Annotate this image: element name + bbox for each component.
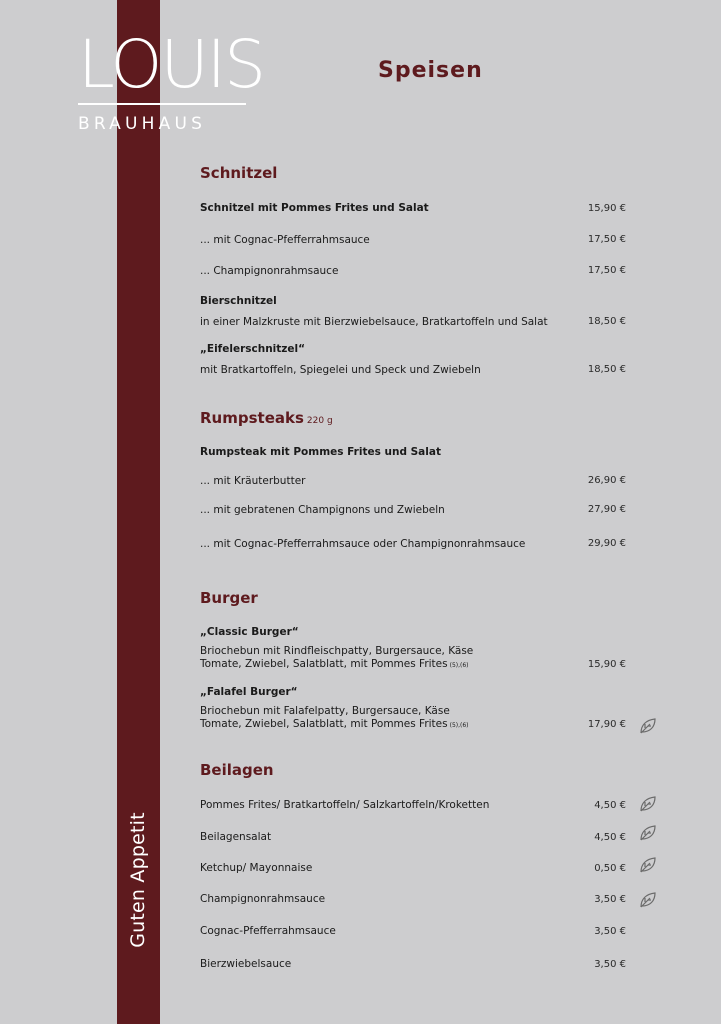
menu-item-name: ... mit gebratenen Champignons und Zwiebeln [200, 504, 445, 516]
menu-item-name: Champignonrahmsauce [200, 893, 326, 905]
menu-item-description-text: Tomate, Zwiebel, Salatblatt, mit Pommes Frites [200, 658, 448, 670]
logo-subtitle: BRAUHAUS [78, 114, 207, 134]
menu-item-name: „Eifelerschnitzel“ [200, 343, 306, 355]
section-title-text: Rumpsteaks [200, 409, 304, 427]
menu-item-name: „Classic Burger“ [200, 626, 299, 638]
tagline: Guten Appetit [127, 812, 149, 948]
menu-item-description: in einer Malzkruste mit Bierzwiebelsauce, Bratkartoffeln und Salat [200, 316, 548, 328]
menu-item-price: 29,90 € [587, 538, 626, 549]
menu-item-price: 27,90 € [587, 504, 626, 515]
leaf-icon [638, 855, 658, 875]
menu-item-price: 4,50 € [594, 832, 626, 843]
menu-item-name: Cognac-Pfefferrahmsauce [200, 925, 336, 937]
menu-item-description [200, 658, 469, 670]
menu-item-name: Rumpsteak mit Pommes Frites und Salat [200, 446, 441, 458]
menu-item-name: „Falafel Burger“ [200, 686, 298, 698]
menu-item-description [200, 718, 469, 730]
section-title-schnitzel: Schnitzel [200, 164, 278, 182]
logo-divider [78, 103, 246, 105]
leaf-icon [638, 890, 658, 910]
menu-item-price: 3,50 € [594, 926, 626, 937]
allergen-note: (5),(6) [449, 722, 469, 729]
menu-item-name: Bierzwiebelsauce [200, 958, 292, 970]
menu-item-name: ... mit Cognac-Pfefferrahmsauce oder Champignonrahmsauce [200, 538, 526, 550]
menu-item-name: Pommes Frites/ Bratkartoffeln/ Salzkartoffeln/Kroketten [200, 799, 490, 811]
section-title-rumpsteaks [200, 409, 333, 427]
menu-item-name: Schnitzel mit Pommes Frites und Salat [200, 202, 429, 214]
menu-item-price: 18,50 € [587, 364, 626, 375]
page-title: Speisen [378, 58, 483, 83]
menu-item-name: ... mit Kräuterbutter [200, 475, 306, 487]
menu-item-price: 18,50 € [587, 316, 626, 327]
leaf-icon [638, 823, 658, 843]
brand-logo [78, 26, 265, 136]
menu-item-price: 0,50 € [594, 863, 626, 874]
logo-wordmark: LOUIS [78, 26, 265, 103]
menu-item-price: 17,90 € [587, 719, 626, 730]
menu-item-name: ... mit Cognac-Pfefferrahmsauce [200, 234, 370, 246]
menu-item-price: 17,50 € [587, 234, 626, 245]
menu-item-name: Beilagensalat [200, 831, 272, 843]
section-title-burger: Burger [200, 589, 258, 607]
leaf-icon [638, 794, 658, 814]
menu-item-price: 26,90 € [587, 475, 626, 486]
menu-item-name: Bierschnitzel [200, 295, 277, 307]
leaf-icon [638, 716, 658, 736]
menu-item-description-text: Tomate, Zwiebel, Salatblatt, mit Pommes Frites [200, 718, 448, 730]
menu-item-description: Briochebun mit Rindfleischpatty, Burgersauce, Käse [200, 645, 474, 657]
menu-item-price: 15,90 € [587, 203, 626, 214]
section-title-beilagen: Beilagen [200, 761, 274, 779]
menu-item-price: 3,50 € [594, 959, 626, 970]
menu-item-name: ... Champignonrahmsauce [200, 265, 339, 277]
menu-item-price: 17,50 € [587, 265, 626, 276]
allergen-note: (5),(6) [449, 662, 469, 669]
menu-item-price: 3,50 € [594, 894, 626, 905]
menu-item-description: Briochebun mit Falafelpatty, Burgersauce, Käse [200, 705, 450, 717]
menu-item-name: Ketchup/ Mayonnaise [200, 862, 313, 874]
menu-item-price: 4,50 € [594, 800, 626, 811]
section-weight: 220 g [306, 416, 333, 426]
menu-item-description: mit Bratkartoffeln, Spiegelei und Speck und Zwiebeln [200, 364, 481, 376]
menu-item-price: 15,90 € [587, 659, 626, 670]
